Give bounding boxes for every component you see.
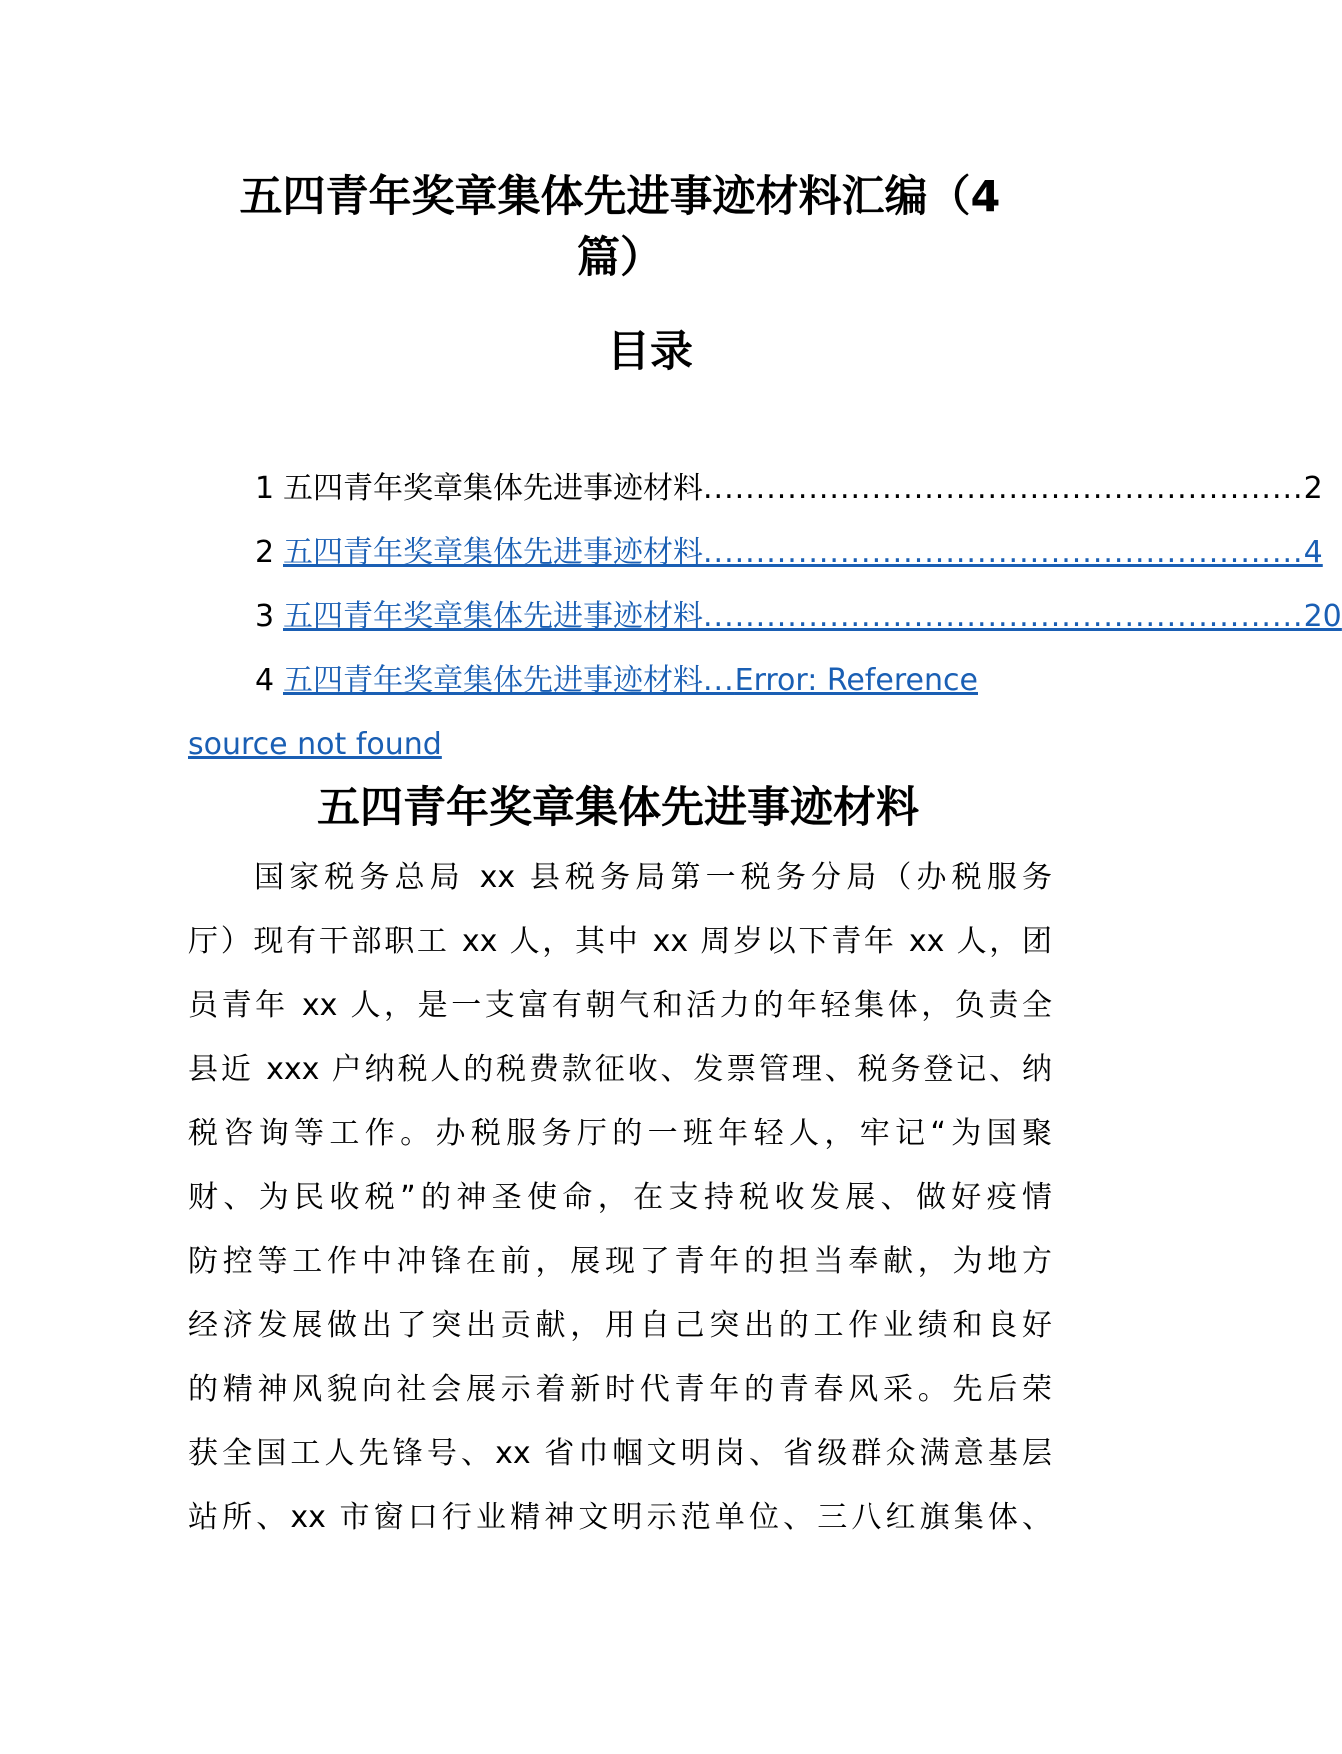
toc-page-number: 4: [1303, 535, 1323, 570]
toc-item-number: 4: [255, 663, 275, 698]
paragraph-line: 获全国工人先锋号、xx 省巾帼文明岗、省级群众满意基层: [188, 1436, 1052, 1471]
body-paragraph: [188, 846, 1052, 1550]
toc-leader-dots: .........................................................: [703, 599, 1304, 634]
toc-leader-dots: ...: [703, 663, 735, 698]
toc-item-number: 3: [255, 599, 275, 634]
paragraph-line: 经济发展做出了突出贡献，用自己突出的工作业绩和良好: [188, 1308, 1052, 1343]
toc-item-number: 2: [255, 535, 275, 570]
paragraph-line: 县近 xxx 户纳税人的税费款征收、发票管理、税务登记、纳: [188, 1052, 1052, 1087]
paragraph-line: 员青年 xx 人，是一支富有朝气和活力的年轻集体，负责全: [188, 988, 1052, 1023]
document-title-line2: 篇）: [577, 233, 663, 283]
toc-item-4: [255, 658, 1048, 704]
toc-leader-dots: .........................................................: [703, 471, 1304, 506]
toc-page-reference-error: Error: Reference: [734, 663, 978, 698]
toc-page-number: 2: [1303, 471, 1323, 506]
toc-leader-dots: .........................................................: [703, 535, 1304, 570]
paragraph-line: 站所、xx 市窗口行业精神文明示范单位、三八红旗集体、: [188, 1500, 1052, 1535]
toc-link[interactable]: [283, 658, 1048, 704]
paragraph-line: 厅）现有干部职工 xx 人，其中 xx 周岁以下青年 xx 人，团: [188, 924, 1052, 959]
document-title-line1: 五四青年奖章集体先进事迹材料汇编（4: [239, 172, 1001, 222]
toc-item-1: [255, 466, 1323, 512]
toc-item-label: 五四青年奖章集体先进事迹材料: [283, 471, 703, 506]
paragraph-line: 财、为民收税”的神圣使命，在支持税收发展、做好疫情: [188, 1180, 1052, 1215]
toc-item-label: 五四青年奖章集体先进事迹材料: [283, 535, 703, 570]
section-title: 五四青年奖章集体先进事迹材料: [317, 783, 919, 833]
toc-item-2: [255, 530, 1323, 576]
paragraph-line: 税咨询等工作。办税服务厅的一班年轻人，牢记“为国聚: [188, 1116, 1052, 1151]
paragraph-line: 国家税务总局 xx 县税务局第一税务分局（办税服务: [254, 860, 1052, 895]
toc-link[interactable]: [283, 594, 1342, 640]
paragraph-line: 防控等工作中冲锋在前，展现了青年的担当奉献，为地方: [188, 1244, 1052, 1279]
toc-item-number: 1: [255, 471, 275, 506]
paragraph-line: 的精神风貌向社会展示着新时代青年的青春风采。先后荣: [188, 1372, 1052, 1407]
toc-page-number: 20: [1303, 599, 1342, 634]
toc-item-label: 五四青年奖章集体先进事迹材料: [283, 663, 703, 698]
toc-item-3: [255, 594, 1342, 640]
toc-item-label: 五四青年奖章集体先进事迹材料: [283, 599, 703, 634]
toc-entry: [283, 466, 1323, 512]
toc-heading: 目录: [607, 327, 693, 377]
toc-link[interactable]: [283, 530, 1323, 576]
toc-link-continuation[interactable]: source not found: [188, 727, 442, 762]
